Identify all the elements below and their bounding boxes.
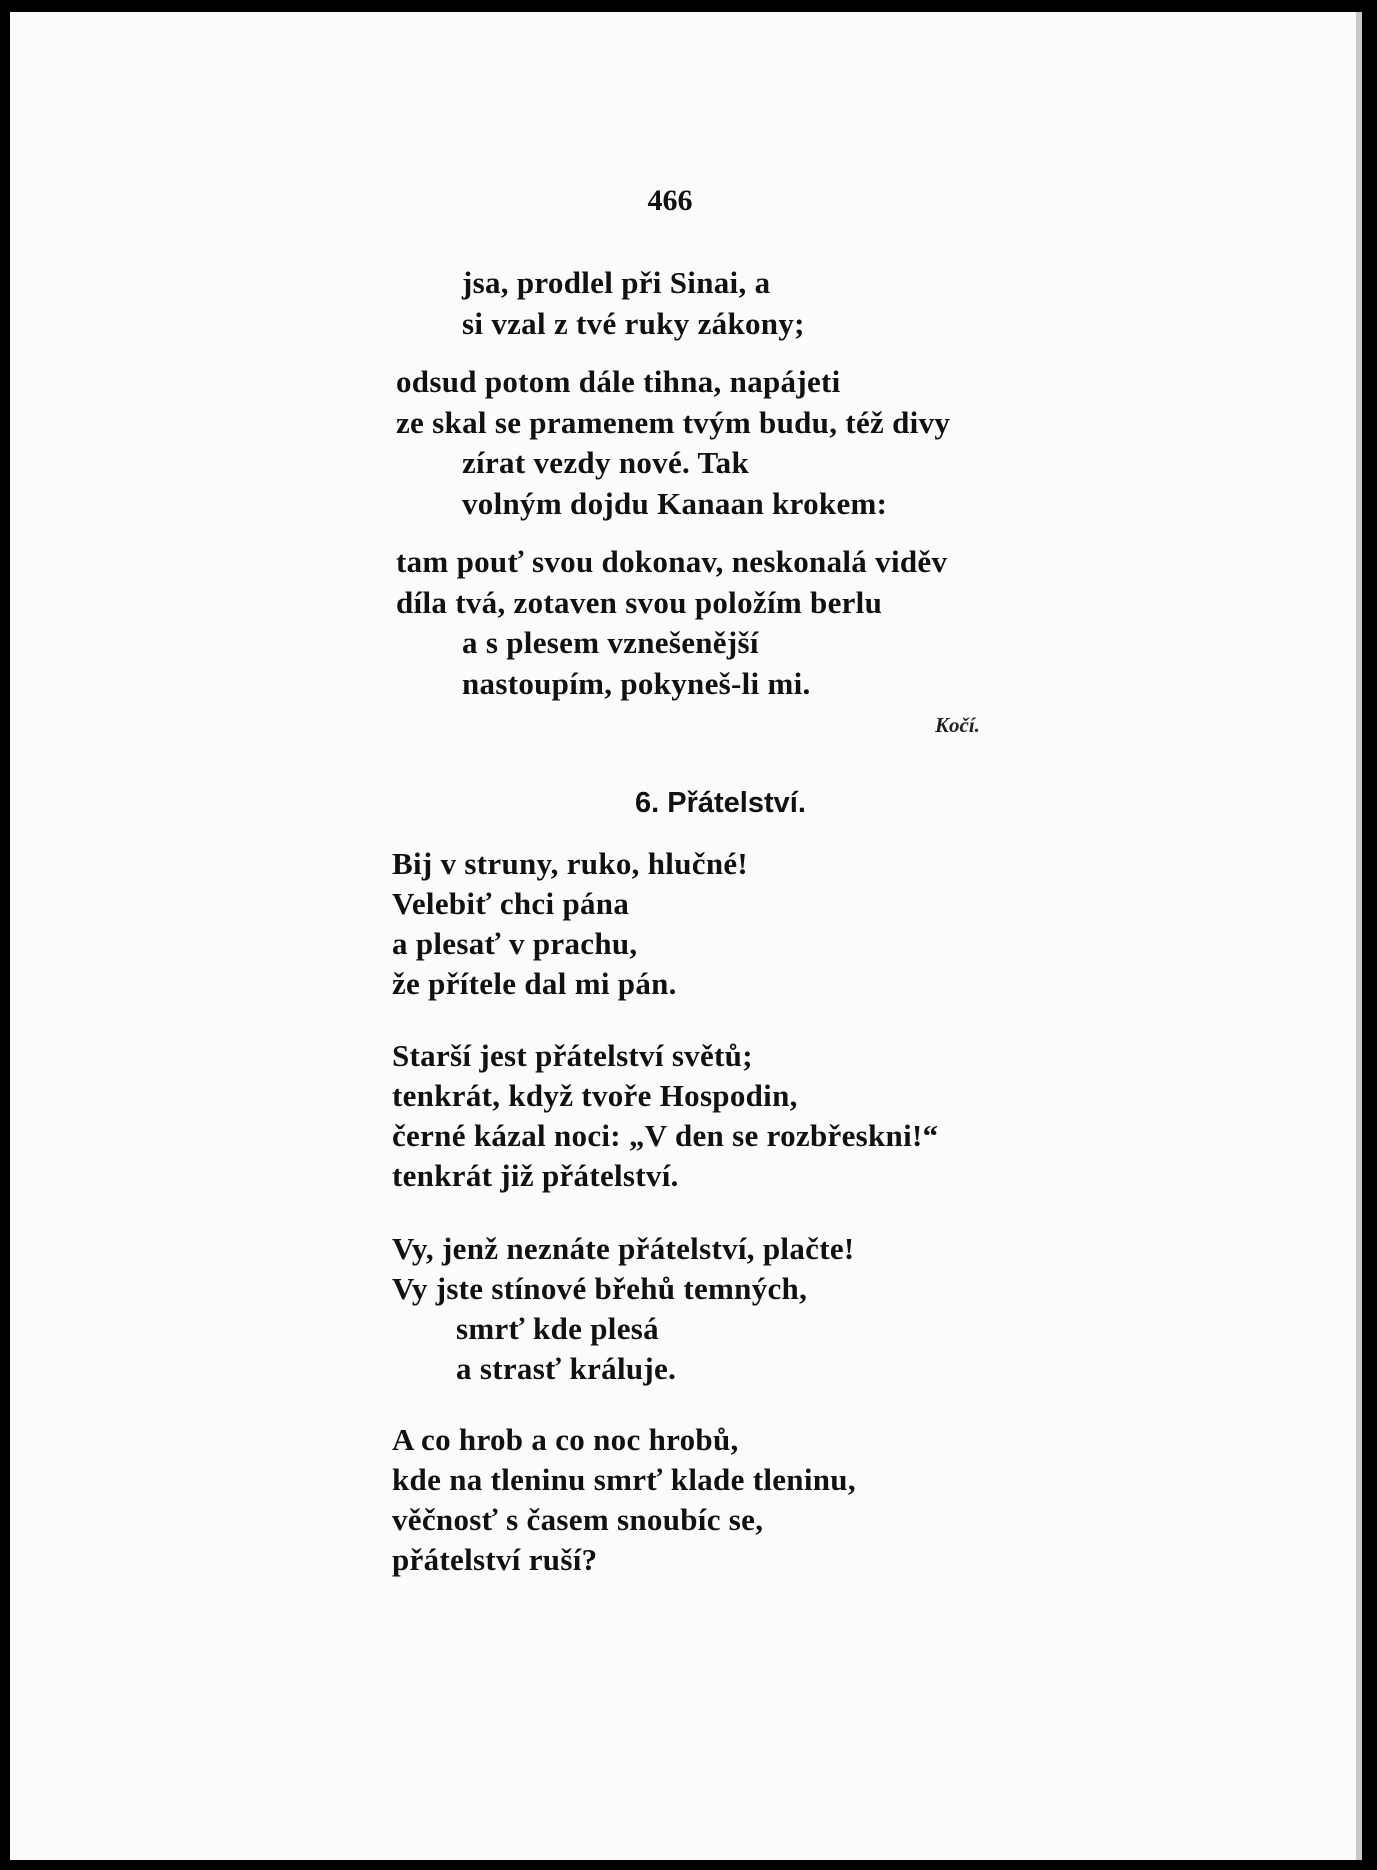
- verse-line: Starší jest přátelství světů;: [392, 1038, 753, 1073]
- verse-line: a strasť králuje.: [456, 1351, 677, 1386]
- verse-line: volným dojdu Kanaan krokem:: [462, 486, 888, 521]
- verse-line: smrť kde plesá: [456, 1311, 659, 1346]
- verse-line: černé kázal noci: „V den se rozbřeskni!“: [392, 1118, 939, 1153]
- verse-line: Velebiť chci pána: [392, 886, 630, 921]
- section-title: 6. Přátelství.: [635, 787, 806, 819]
- verse-line: ze skal se pramenem tvým budu, též divy: [396, 405, 951, 440]
- verse-line: zírat vezdy nové. Tak: [462, 445, 750, 480]
- verse-line: si vzal z tvé ruky zákony;: [462, 306, 805, 341]
- verse-line: tam pouť svou dokonav, neskonalá viděv: [396, 544, 948, 579]
- verse-line: Vy jste stínové břehů temných,: [392, 1271, 808, 1306]
- verse-line: odsud potom dále tihna, napájeti: [396, 364, 841, 399]
- verse-line: tenkrát, když tvoře Hospodin,: [392, 1078, 798, 1113]
- verse-line: Bij v struny, ruko, hlučné!: [392, 846, 749, 881]
- verse-line: kde na tleninu smrť klade tleninu,: [392, 1462, 856, 1497]
- verse-line: A co hrob a co noc hrobů,: [392, 1422, 739, 1457]
- verse-line: tenkrát již přátelství.: [392, 1158, 679, 1193]
- verse-line: že přítele dal mi pán.: [392, 966, 677, 1001]
- verse-line: a plesať v prachu,: [392, 926, 638, 961]
- verse-line: a s plesem vznešenější: [462, 625, 759, 660]
- verse-line: jsa, prodlel při Sinai, a: [462, 265, 771, 300]
- author-signature: Kočí.: [935, 713, 980, 737]
- verse-line: přátelství ruší?: [392, 1542, 598, 1577]
- verse-line: Vy, jenž neznáte přátelství, plačte!: [392, 1231, 855, 1266]
- book-page: [10, 12, 1362, 1860]
- verse-line: díla tvá, zotaven svou položím berlu: [396, 585, 883, 620]
- verse-line: věčnosť s časem snoubíc se,: [392, 1502, 764, 1537]
- verse-line: nastoupím, pokyneš-li mi.: [462, 666, 811, 701]
- page-number: 466: [647, 184, 693, 217]
